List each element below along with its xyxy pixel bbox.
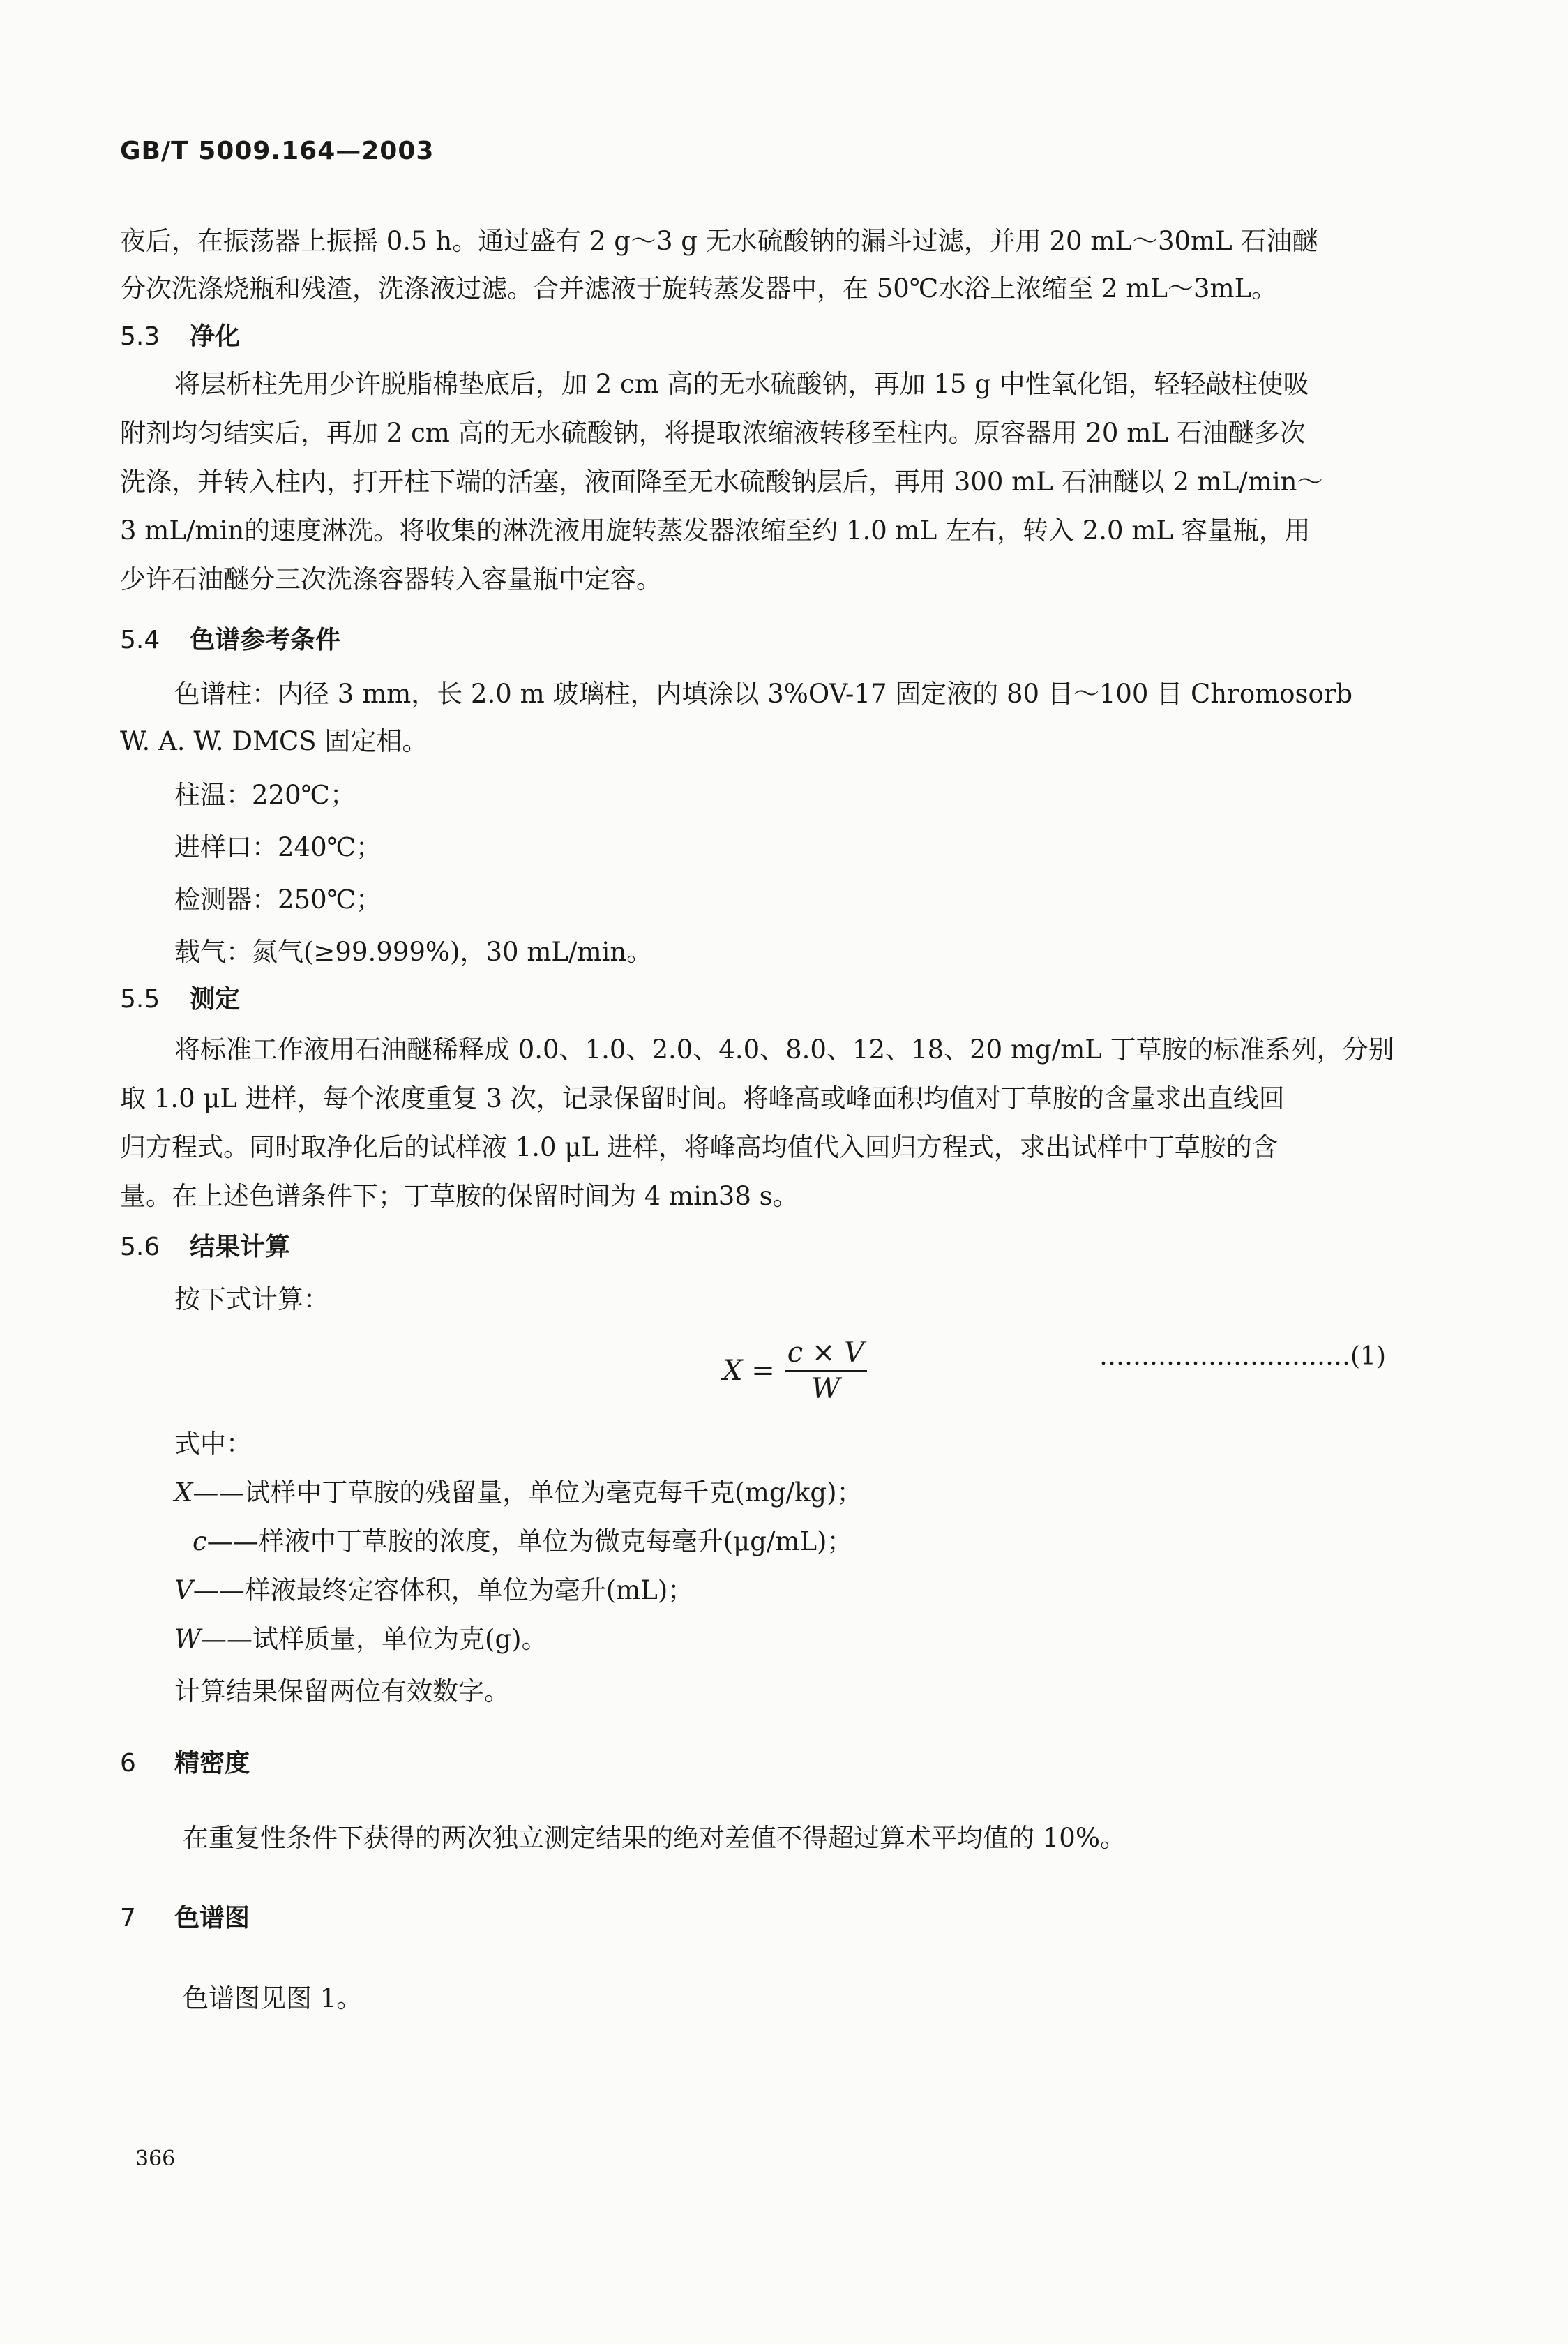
- variable-definition: [174, 1573, 693, 1608]
- variable-definition: [193, 1524, 852, 1559]
- paragraph-line: W. A. W. DMCS 固定相。: [120, 726, 428, 756]
- section-heading-6: [120, 1746, 250, 1781]
- section-heading-7: [120, 1901, 250, 1936]
- paragraph-line: 洗涤，并转入柱内，打开柱下端的活塞，液面降至无水硫酸钠层后，再用 300 mL 石油醚以 2 mL/min～: [120, 467, 1323, 497]
- section-number: 6: [120, 1749, 136, 1778]
- section-number: 7: [120, 1904, 136, 1932]
- formula-numerator: c × V: [785, 1337, 867, 1372]
- variable-symbol: c: [193, 1526, 207, 1556]
- paragraph-line: 少许石油醚分三次洗涤容器转入容量瓶中定容。: [120, 564, 662, 594]
- paragraph-line: 将标准工作液用石油醚稀释成 0.0、1.0、2.0、4.0、8.0、12、18、20 mg/mL 丁草胺的标准系列，分别: [174, 1035, 1394, 1065]
- condition-line: 检测器：250℃；: [174, 885, 382, 915]
- formula-denominator: W: [811, 1373, 840, 1405]
- condition-line: 进样口：240℃；: [174, 832, 382, 862]
- section-number: 5.4: [120, 626, 160, 654]
- paragraph-line: 色谱图见图 1。: [183, 1983, 363, 2013]
- section-number: 5.3: [120, 322, 160, 351]
- condition-line: 柱温：220℃；: [174, 780, 356, 810]
- variable-symbol: W: [174, 1624, 202, 1654]
- formula-fraction: [785, 1337, 867, 1405]
- variable-description: ——试样质量，单位为克(g)。: [201, 1624, 548, 1654]
- paragraph-line: 色谱柱：内径 3 mm，长 2.0 m 玻璃柱，内填涂以 3%OV-17 固定液的 80 目～100 目 Chromosorb: [174, 679, 1353, 709]
- section-title: 净化: [190, 322, 241, 351]
- section-title: 结果计算: [190, 1233, 291, 1261]
- variable-description: ——样液中丁草胺的浓度，单位为微克每毫升(μg/mL)；: [206, 1526, 853, 1556]
- variable-definition: [174, 1475, 863, 1510]
- section-number: 5.5: [120, 985, 160, 1014]
- variable-description: ——样液最终定容体积，单位为毫升(mL)；: [193, 1575, 694, 1605]
- section-heading-5-3: [120, 320, 240, 354]
- result-formula: [723, 1337, 867, 1405]
- where-label: 式中：: [174, 1429, 252, 1459]
- variable-definition: [174, 1622, 548, 1657]
- paragraph-line: 3 mL/min的速度淋洗。将收集的淋洗液用旋转蒸发器浓缩至约 1.0 mL 左右，转入 2.0 mL 容量瓶，用: [120, 516, 1311, 546]
- page-number: 366: [135, 2147, 176, 2171]
- standard-number: GB/T 5009.164—2003: [120, 137, 435, 165]
- equation-number: …………………………(1): [1099, 1342, 1386, 1371]
- variable-symbol: V: [174, 1575, 193, 1605]
- section-number: 5.6: [120, 1233, 160, 1261]
- paragraph-line: 取 1.0 μL 进样，每个浓度重复 3 次，记录保留时间。将峰高或峰面积均值对丁草胺的含量求出直线回: [120, 1083, 1285, 1113]
- paragraph-line: 按下式计算：: [174, 1284, 329, 1314]
- variable-description: ——试样中丁草胺的残留量，单位为毫克每千克(mg/kg)；: [193, 1478, 863, 1508]
- paragraph-line: 将层析柱先用少许脱脂棉垫底后，加 2 cm 高的无水硫酸钠，再加 15 g 中性氧化铝，轻轻敲柱使吸: [174, 369, 1309, 399]
- paragraph-line: 分次洗涤烧瓶和残渣，洗涤液过滤。合并滤液于旋转蒸发器中，在 50℃水浴上浓缩至 2 mL～3mL。: [120, 273, 1278, 303]
- section-title: 精密度: [174, 1749, 250, 1778]
- section-title: 色谱参考条件: [190, 626, 341, 654]
- condition-line: 载气：氮气(≥99.999%)，30 mL/min。: [174, 937, 653, 967]
- paragraph-line: 在重复性条件下获得的两次独立测定结果的绝对差值不得超过算术平均值的 10%。: [183, 1823, 1126, 1853]
- paragraph-line: 附剂均匀结实后，再加 2 cm 高的无水硫酸钠，将提取浓缩液转移至柱内。原容器用 20 mL 石油醚多次: [120, 418, 1306, 448]
- section-heading-5-6: [120, 1230, 290, 1265]
- paragraph-line: 夜后，在振荡器上振摇 0.5 h。通过盛有 2 g～3 g 无水硫酸钠的漏斗过滤，并用 20 mL～30mL 石油醚: [120, 226, 1318, 256]
- paragraph-line: 计算结果保留两位有效数字。: [174, 1676, 510, 1706]
- section-heading-5-4: [120, 623, 340, 658]
- section-heading-5-5: [120, 982, 240, 1017]
- formula-lhs: X =: [723, 1355, 775, 1387]
- section-title: 测定: [190, 985, 241, 1014]
- paragraph-line: 量。在上述色谱条件下；丁草胺的保留时间为 4 min38 s。: [120, 1181, 799, 1211]
- variable-symbol: X: [174, 1478, 193, 1508]
- paragraph-line: 归方程式。同时取净化后的试样液 1.0 μL 进样，将峰高均值代入回归方程式，求出试样中丁草胺的含: [120, 1132, 1278, 1162]
- section-title: 色谱图: [174, 1904, 250, 1932]
